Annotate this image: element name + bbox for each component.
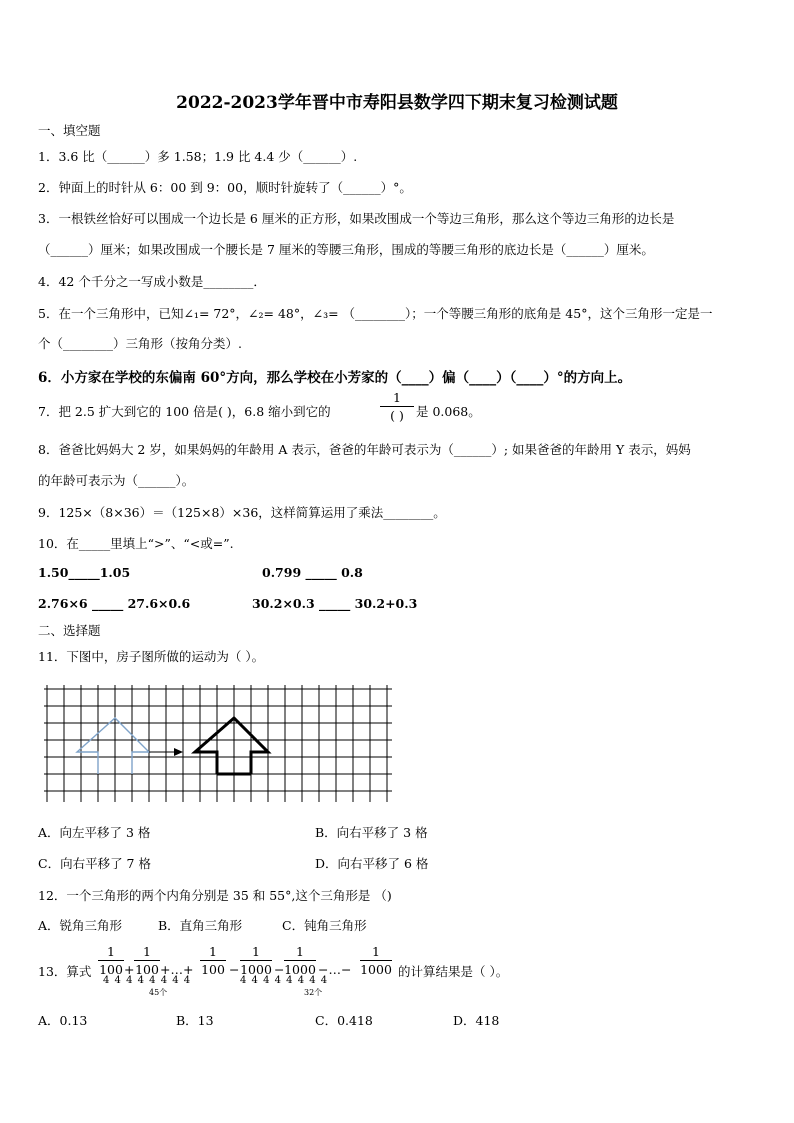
fraction-denominator: 1000 [284,962,316,977]
question-3-line-2: （______）厘米；如果改围成一个腰长是 7 厘米的等腰三角形，围成的等腰三角形的底边长是（______）厘米。 [38,242,654,257]
q13-fraction [284,944,316,977]
q13-fraction [240,944,272,977]
q13-minus: − [229,962,240,977]
fraction-numerator: 1 [296,944,304,959]
question-11-option-d: D．向右平移了 6 格 [315,856,429,871]
fraction-denominator: 1000 [240,962,272,977]
question-10-item: 1.50_____1.05 [38,565,131,580]
q13-dots-plus: +…+ [160,962,194,977]
movement-arrow-head [174,748,183,756]
q13-fraction [98,944,124,977]
q13-dots-minus: −…− [318,962,352,977]
fraction-numerator: 1 [393,390,401,405]
question-8-line-2: 的年龄可表示为（______）。 [38,473,195,488]
fraction-numerator: 1 [252,944,260,959]
question-11-option-a: A．向左平移了 3 格 [38,825,151,840]
question-10-item: 30.2×0.3 _____ 30.2+0.3 [252,596,418,611]
question-12-option-a: A．锐角三角形 [38,918,123,933]
question-2: 2．钟面上的时针从 6：00 到 9：00，顺时针旋转了（______）°。 [38,180,412,195]
q13-plus: + [124,962,135,977]
question-12: 12．一个三角形的两个内角分别是 35 和 55°,这个三角形是 （) [38,888,392,903]
question-12-option-b: B．直角三角形 [158,918,243,933]
question-1: 1．3.6 比（______）多 1.58；1.9 比 4.4 少（______）. [38,149,358,164]
fraction-denominator: 100 [99,962,123,977]
grid-lines [44,685,392,802]
question-7-part-1: 7．把 2.5 扩大到它的 100 倍是( )，6.8 缩小到它的 [38,404,331,419]
question-6: 6．小方家在学校的东偏南 60°方向，那么学校在小芳家的（____）偏（____）（____）°的方向上。 [38,370,632,386]
translation-grid-figure [40,682,396,806]
fraction-denominator: 100 [135,962,159,977]
question-7-fraction [380,390,414,423]
q13-minus: − [274,962,285,977]
question-13-option-a: A．0.13 [38,1013,88,1028]
original-house-shape [77,718,149,774]
question-13-option-d: D．418 [453,1013,500,1028]
fraction-denominator: 1000 [360,962,392,977]
q13-fraction [200,944,226,977]
question-5-line-1: 5．在一个三角形中，已知∠₁= 72°，∠₂= 48°，∠₃= （________）；一个等腰三角形的底角是 45°，这个三角形一定是一 [38,306,713,321]
question-13-suffix: 的计算结果是（ ）。 [398,964,509,979]
question-9: 9．125×（8×36）＝（125×8）×36，这样简算运用了乘法________。 [38,505,446,520]
page-title: 2022-2023学年晋中市寿阳县数学四下期末复习检测试题 [176,93,618,113]
question-10-item: 0.799 _____ 0.8 [262,565,363,580]
fraction-numerator: 1 [107,944,115,959]
question-10: 10．在_____里填上“>”、“<或=”. [38,536,234,551]
section-fill-heading: 一、填空题 [38,123,101,138]
question-7-part-2: 是 0.068。 [416,404,481,419]
q13-fraction [360,944,392,977]
fraction-numerator: 1 [372,944,380,959]
question-11-option-b: B．向右平移了 3 格 [315,825,428,840]
question-13-option-c: C．0.418 [315,1013,373,1028]
question-10-item: 2.76×6 _____ 27.6×0.6 [38,596,191,611]
question-8-line-1: 8．爸爸比妈妈大 2 岁，如果妈妈的年龄用 A 表示，爸爸的年龄可表示为（______）; 如果爸爸的年龄用 Y 表示，妈妈 [38,442,691,457]
question-5-line-2: 个（________）三角形（按角分类）. [38,336,242,351]
fraction-numerator: 1 [143,944,151,959]
question-4: 4．42 个千分之一写成小数是________． [38,274,266,289]
fraction-denominator: ( ) [390,408,404,423]
moved-house-shape [195,718,268,774]
question-3-line-1: 3．一根铁丝恰好可以围成一个边长是 6 厘米的正方形，如果改围成一个等边三角形，那么这个等边三角形的边长是 [38,211,675,226]
question-11-option-c: C．向右平移了 7 格 [38,856,151,871]
q13-brace-label-1: 45个 [149,988,168,997]
question-13-prefix: 13．算式 [38,964,92,979]
question-11: 11．下图中，房子图所做的运动为（ ）。 [38,649,265,664]
fraction-denominator: 100 [201,962,225,977]
q13-brace-label-2: 32个 [304,988,323,997]
section-choice-heading: 二、选择题 [38,623,101,638]
fraction-numerator: 1 [209,944,217,959]
question-13-option-b: B．13 [176,1013,214,1028]
question-12-option-c: C．钝角三角形 [282,918,367,933]
q13-underbrace-digits-1: 4 4 4 4 4 4 4 4 [103,975,192,986]
q13-underbrace-digits-2: 4 4 4 4 4 4 4 4 [240,975,329,986]
q13-fraction [134,944,160,977]
